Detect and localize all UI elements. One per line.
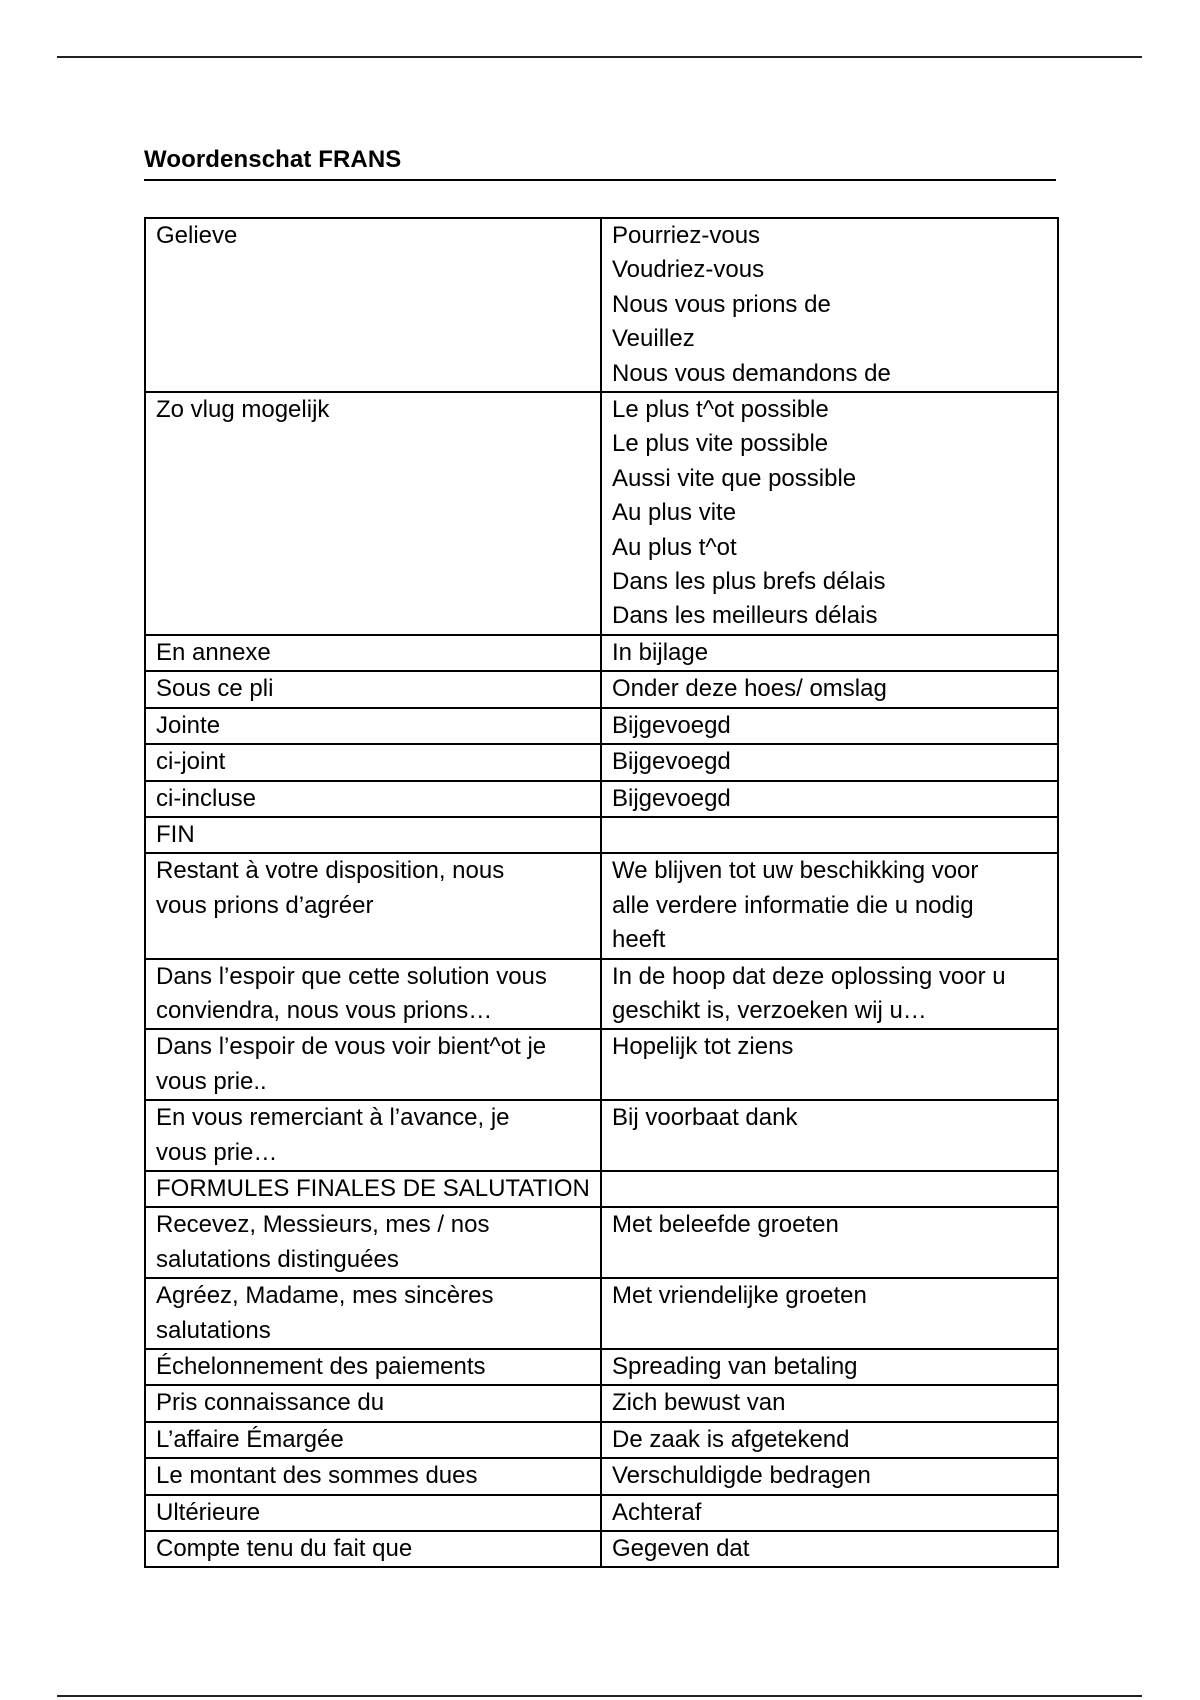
cell-translation: [601, 1171, 1058, 1207]
cell-french-phrase: [145, 1171, 601, 1207]
cell-translation: [601, 1422, 1058, 1458]
cell-translation: [601, 853, 1058, 958]
cell-line: Met vriendelijke groeten: [612, 1282, 867, 1310]
table-row: [145, 1171, 1058, 1207]
table-row: [145, 1029, 1058, 1100]
cell-line: Achteraf: [612, 1498, 702, 1526]
table-row: [145, 744, 1058, 780]
page-bottom-rule: [57, 1695, 1142, 1697]
cell-french-phrase: [145, 1495, 601, 1531]
table-row: [145, 1531, 1058, 1567]
cell-french-phrase: [145, 671, 601, 707]
cell-translation: [601, 218, 1058, 392]
table-row: [145, 959, 1058, 1030]
cell-line: Nous vous demandons de: [612, 359, 891, 387]
cell-translation: [601, 1100, 1058, 1171]
cell-line: vous prie..: [156, 1067, 267, 1095]
cell-french-phrase: [145, 959, 601, 1030]
table-row: [145, 1349, 1058, 1385]
cell-line: De zaak is afgetekend: [612, 1425, 850, 1453]
cell-french-phrase: [145, 392, 601, 635]
cell-french-phrase: [145, 1349, 601, 1385]
cell-line: Zich bewust van: [612, 1389, 786, 1417]
table-row: [145, 817, 1058, 853]
cell-line: vous prie…: [156, 1138, 278, 1166]
cell-line: Jointe: [156, 711, 221, 739]
cell-line: Bijgevoegd: [612, 748, 731, 776]
cell-line: Au plus vite: [612, 499, 737, 527]
table-row: [145, 671, 1058, 707]
cell-line: salutations: [156, 1316, 271, 1344]
cell-translation: [601, 744, 1058, 780]
cell-french-phrase: [145, 744, 601, 780]
cell-translation: [601, 959, 1058, 1030]
cell-line: [612, 1172, 1047, 1206]
cell-line: Dans les meilleurs délais: [612, 602, 878, 630]
cell-french-phrase: [145, 1100, 601, 1171]
cell-line: We blijven tot uw beschikking voor: [612, 857, 979, 885]
cell-line: geschikt is, verzoeken wij u…: [612, 996, 927, 1024]
cell-line: Dans l’espoir de vous voir bient^ot je: [156, 1033, 547, 1061]
cell-french-phrase: [145, 1531, 601, 1567]
cell-line: Met beleefde groeten: [612, 1211, 839, 1239]
title-underline: [144, 179, 1056, 181]
table-row: [145, 853, 1058, 958]
cell-line: Dans l’espoir que cette solution vous: [156, 962, 547, 990]
cell-line: En annexe: [156, 638, 271, 666]
cell-line: Le plus vite possible: [612, 430, 829, 458]
cell-french-phrase: [145, 708, 601, 744]
cell-line: En vous remerciant à l’avance, je: [156, 1104, 510, 1132]
cell-line: In de hoop dat deze oplossing voor u: [612, 962, 1006, 990]
cell-line: FORMULES FINALES DE SALUTATION: [156, 1174, 590, 1202]
cell-line: Voudriez-vous: [612, 256, 765, 284]
table-row: [145, 708, 1058, 744]
table-row: [145, 1385, 1058, 1421]
cell-line: Bijgevoegd: [612, 711, 731, 739]
vocabulary-table-body: [145, 218, 1058, 1567]
cell-line: alle verdere informatie die u nodig: [612, 891, 974, 919]
cell-line: Ultérieure: [156, 1498, 261, 1526]
cell-line: Verschuldigde bedragen: [612, 1462, 871, 1490]
table-row: [145, 1458, 1058, 1494]
cell-french-phrase: [145, 1385, 601, 1421]
cell-french-phrase: [145, 853, 601, 958]
table-row: [145, 218, 1058, 392]
cell-line: Bijgevoegd: [612, 784, 731, 812]
cell-translation: [601, 1385, 1058, 1421]
table-row: [145, 1278, 1058, 1349]
cell-line: Dans les plus brefs délais: [612, 568, 886, 596]
cell-french-phrase: [145, 1207, 601, 1278]
cell-line: Aussi vite que possible: [612, 464, 857, 492]
table-row: [145, 1422, 1058, 1458]
cell-french-phrase: [145, 218, 601, 392]
cell-line: Sous ce pli: [156, 675, 274, 703]
cell-line: Bij voorbaat dank: [612, 1104, 798, 1132]
cell-line: Le montant des sommes dues: [156, 1462, 478, 1490]
cell-line: Recevez, Messieurs, mes / nos: [156, 1211, 490, 1239]
table-row: [145, 635, 1058, 671]
cell-translation: [601, 781, 1058, 817]
cell-line: Échelonnement des paiements: [156, 1353, 486, 1380]
cell-line: Onder deze hoes/ omslag: [612, 675, 887, 703]
cell-translation: [601, 671, 1058, 707]
cell-line: Gegeven dat: [612, 1535, 750, 1563]
cell-translation: [601, 392, 1058, 635]
cell-line: Zo vlug mogelijk: [156, 396, 330, 424]
cell-translation: [601, 817, 1058, 853]
cell-line: Agréez, Madame, mes sincères: [156, 1282, 494, 1310]
cell-translation: [601, 1349, 1058, 1385]
cell-french-phrase: [145, 817, 601, 853]
cell-line: Pris connaissance du: [156, 1389, 385, 1417]
cell-translation: [601, 708, 1058, 744]
cell-line: ci-incluse: [156, 784, 257, 812]
cell-translation: [601, 1029, 1058, 1100]
cell-line: Restant à votre disposition, nous: [156, 857, 505, 885]
cell-line: Spreading van betaling: [612, 1353, 858, 1380]
table-row: [145, 1495, 1058, 1531]
cell-translation: [601, 1278, 1058, 1349]
cell-line: [612, 818, 1047, 852]
cell-line: conviendra, nous vous prions…: [156, 996, 493, 1024]
page-top-rule: [57, 56, 1142, 58]
cell-line: Nous vous prions de: [612, 290, 831, 318]
cell-french-phrase: [145, 1029, 601, 1100]
cell-line: Le plus t^ot possible: [612, 396, 829, 424]
cell-french-phrase: [145, 781, 601, 817]
cell-translation: [601, 1531, 1058, 1567]
cell-line: Veuillez: [612, 325, 695, 353]
cell-line: vous prions d’agréer: [156, 891, 374, 919]
cell-french-phrase: [145, 1278, 601, 1349]
cell-line: In bijlage: [612, 638, 709, 666]
vocabulary-table: [144, 217, 1059, 1568]
cell-line: Au plus t^ot: [612, 533, 737, 561]
cell-french-phrase: [145, 1422, 601, 1458]
cell-line: Pourriez-vous: [612, 222, 761, 249]
cell-line: FIN: [156, 820, 195, 848]
cell-translation: [601, 1207, 1058, 1278]
cell-line: L’affaire Émargée: [156, 1425, 344, 1453]
cell-french-phrase: [145, 1458, 601, 1494]
cell-line: Gelieve: [156, 222, 238, 249]
table-row: [145, 1100, 1058, 1171]
document-title: Woordenschat FRANS: [144, 146, 402, 173]
cell-translation: [601, 1495, 1058, 1531]
cell-line: heeft: [612, 926, 666, 954]
cell-french-phrase: [145, 635, 601, 671]
table-row: [145, 392, 1058, 635]
cell-translation: [601, 635, 1058, 671]
table-row: [145, 1207, 1058, 1278]
cell-line: Hopelijk tot ziens: [612, 1033, 794, 1061]
table-row: [145, 781, 1058, 817]
cell-line: Compte tenu du fait que: [156, 1535, 413, 1563]
cell-line: ci-joint: [156, 748, 226, 776]
cell-line: salutations distinguées: [156, 1245, 399, 1273]
cell-translation: [601, 1458, 1058, 1494]
